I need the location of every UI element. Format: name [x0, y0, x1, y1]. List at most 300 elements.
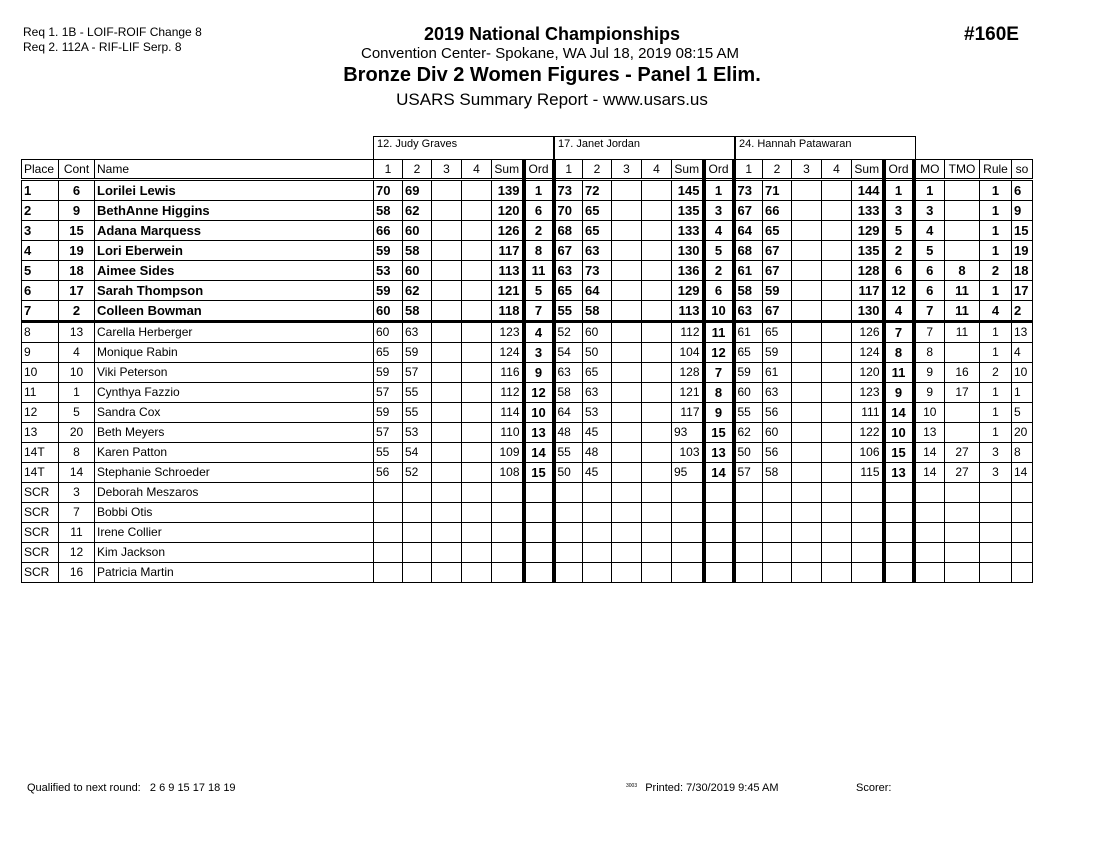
judge1-fig3-cell	[432, 563, 462, 583]
cont-cell: 7	[59, 503, 95, 523]
table-row	[22, 363, 1033, 383]
so-cell: 5	[1012, 403, 1033, 423]
judge3-fig1-cell: 63	[734, 301, 763, 322]
judge2-fig3-cell	[612, 343, 642, 363]
table-row	[22, 343, 1033, 363]
judge1-sum-cell: 123	[492, 322, 524, 343]
judge3-fig1-cell: 68	[734, 241, 763, 261]
judge3-fig2-cell: 60	[763, 423, 792, 443]
cont-cell: 3	[59, 483, 95, 503]
judge3-fig3-cell	[792, 343, 822, 363]
name-cell: BethAnne Higgins	[95, 201, 374, 221]
judge2-fig2-cell: 45	[583, 463, 612, 483]
judge2-fig1-cell: 55	[554, 443, 583, 463]
table-row	[22, 423, 1033, 443]
rule-cell: 1	[980, 221, 1012, 241]
judge1-fig3-cell	[432, 241, 462, 261]
judge2-ord-cell: 4	[704, 221, 734, 241]
judge3-ord-cell	[884, 563, 914, 583]
judge2-fig1-cell	[554, 503, 583, 523]
place-cell: 2	[22, 201, 59, 221]
judge2-fig1-cell: 68	[554, 221, 583, 241]
judge1-fig3-cell	[432, 201, 462, 221]
judge2-fig2-cell: 72	[583, 180, 612, 201]
judge2-fig4-cell	[642, 241, 672, 261]
judge3-fig3-cell	[792, 363, 822, 383]
judge3-fig2-cell: 71	[763, 180, 792, 201]
name-cell: Stephanie Schroeder	[95, 463, 374, 483]
mo-cell: 3	[914, 201, 945, 221]
judge3-fig3-cell	[792, 523, 822, 543]
judge1-fig2-cell	[403, 503, 432, 523]
judge2-sum-cell	[672, 483, 704, 503]
name-cell: Deborah Meszaros	[95, 483, 374, 503]
name-cell: Sarah Thompson	[95, 281, 374, 301]
cont-cell: 20	[59, 423, 95, 443]
judge1-sum-cell: 116	[492, 363, 524, 383]
col-cont: Cont	[59, 160, 95, 180]
judge2-sum-cell: 121	[672, 383, 704, 403]
tmo-cell	[945, 201, 980, 221]
judge3-fig3-cell	[792, 503, 822, 523]
judge1-fig4-cell	[462, 503, 492, 523]
so-cell	[1012, 523, 1033, 543]
judge1-fig2-cell: 55	[403, 403, 432, 423]
name-cell: Lori Eberwein	[95, 241, 374, 261]
cont-cell: 5	[59, 403, 95, 423]
name-cell: Kim Jackson	[95, 543, 374, 563]
judge3-fig1-cell: 67	[734, 201, 763, 221]
mo-cell: 14	[914, 463, 945, 483]
judge2-fig2-cell: 65	[583, 363, 612, 383]
judge1-sum-cell: 110	[492, 423, 524, 443]
judge3-fig3-cell	[792, 483, 822, 503]
judge2-ord-cell: 8	[704, 383, 734, 403]
judge1-fig2-cell: 55	[403, 383, 432, 403]
results-body	[22, 160, 1033, 583]
judge1-ord-cell	[524, 523, 554, 543]
judge3-fig3-cell	[792, 261, 822, 281]
tmo-cell	[945, 483, 980, 503]
judge3-ord-cell: 9	[884, 383, 914, 403]
judge1-fig1-cell: 57	[374, 383, 403, 403]
judge1-fig1-cell: 59	[374, 241, 403, 261]
judge2-sum-cell: 93	[672, 423, 704, 443]
judge1-ord-cell: 5	[524, 281, 554, 301]
table-row	[22, 301, 1033, 322]
col-j1-ord: Ord	[524, 160, 554, 180]
judge2-ord-cell: 1	[704, 180, 734, 201]
judge1-fig1-cell: 57	[374, 423, 403, 443]
judge1-fig4-cell	[462, 201, 492, 221]
judge2-fig3-cell	[612, 563, 642, 583]
judge3-ord-cell: 3	[884, 201, 914, 221]
cont-cell: 15	[59, 221, 95, 241]
judge1-fig3-cell	[432, 503, 462, 523]
judge2-fig3-cell	[612, 201, 642, 221]
judge2-fig2-cell: 65	[583, 201, 612, 221]
rule-cell	[980, 543, 1012, 563]
judge3-fig4-cell	[822, 221, 852, 241]
judge1-fig4-cell	[462, 463, 492, 483]
rule-cell: 1	[980, 343, 1012, 363]
rule-cell	[980, 483, 1012, 503]
judge3-fig1-cell	[734, 543, 763, 563]
table-row	[22, 201, 1033, 221]
so-cell: 18	[1012, 261, 1033, 281]
judge3-fig1-cell	[734, 503, 763, 523]
printed-timestamp: Printed: 7/30/2019 9:45 AM	[645, 782, 779, 794]
judge3-sum-cell	[852, 523, 884, 543]
cont-cell: 12	[59, 543, 95, 563]
judge3-fig4-cell	[822, 503, 852, 523]
judge2-fig3-cell	[612, 503, 642, 523]
event-number: #160E	[964, 24, 1019, 45]
col-j1-fig3: 3	[432, 160, 462, 180]
judge3-fig4-cell	[822, 363, 852, 383]
place-cell: 1	[22, 180, 59, 201]
judge1-fig4-cell	[462, 443, 492, 463]
judge2-sum-cell	[672, 523, 704, 543]
judge3-fig1-cell: 61	[734, 261, 763, 281]
judge2-fig3-cell	[612, 463, 642, 483]
judge3-fig4-cell	[822, 523, 852, 543]
judge3-fig2-cell: 67	[763, 241, 792, 261]
judge1-fig2-cell: 60	[403, 261, 432, 281]
judge3-ord-cell: 12	[884, 281, 914, 301]
judge3-fig3-cell	[792, 543, 822, 563]
place-cell: 11	[22, 383, 59, 403]
judge1-fig3-cell	[432, 343, 462, 363]
judge2-fig2-cell: 64	[583, 281, 612, 301]
judge3-fig2-cell: 67	[763, 301, 792, 322]
judge3-ord-cell: 2	[884, 241, 914, 261]
judge3-ord-cell: 1	[884, 180, 914, 201]
judge3-fig3-cell	[792, 443, 822, 463]
place-cell: 13	[22, 423, 59, 443]
name-cell: Carella Herberger	[95, 322, 374, 343]
judge2-fig4-cell	[642, 180, 672, 201]
mo-cell: 13	[914, 423, 945, 443]
judge2-sum-cell: 117	[672, 403, 704, 423]
judge2-fig4-cell	[642, 443, 672, 463]
judge2-fig1-cell: 64	[554, 403, 583, 423]
judge-header-1: 12. Judy Graves	[373, 136, 554, 159]
judge2-fig1-cell	[554, 543, 583, 563]
table-row	[22, 443, 1033, 463]
judge1-sum-cell: 108	[492, 463, 524, 483]
judge1-fig2-cell: 60	[403, 221, 432, 241]
judge3-fig4-cell	[822, 483, 852, 503]
judge1-fig4-cell	[462, 363, 492, 383]
judge2-sum-cell: 136	[672, 261, 704, 281]
judge1-sum-cell: 113	[492, 261, 524, 281]
judge3-ord-cell: 15	[884, 443, 914, 463]
judge2-sum-cell: 104	[672, 343, 704, 363]
judge3-fig2-cell: 56	[763, 443, 792, 463]
judge1-ord-cell: 1	[524, 180, 554, 201]
judge2-fig2-cell: 45	[583, 423, 612, 443]
judge1-fig1-cell: 55	[374, 443, 403, 463]
judge3-fig4-cell	[822, 180, 852, 201]
col-j3-fig4: 4	[822, 160, 852, 180]
judge2-fig4-cell	[642, 503, 672, 523]
table-row	[22, 241, 1033, 261]
judge-header-2: 17. Janet Jordan	[554, 136, 735, 159]
judge2-fig1-cell: 50	[554, 463, 583, 483]
judge3-fig2-cell: 63	[763, 383, 792, 403]
col-rule: Rule	[980, 160, 1012, 180]
tmo-cell	[945, 563, 980, 583]
mo-cell	[914, 563, 945, 583]
judge1-sum-cell	[492, 543, 524, 563]
judge3-fig2-cell	[763, 483, 792, 503]
judge1-fig1-cell	[374, 503, 403, 523]
mo-cell: 10	[914, 403, 945, 423]
mo-cell	[914, 503, 945, 523]
judge3-sum-cell: 120	[852, 363, 884, 383]
mo-cell: 9	[914, 363, 945, 383]
judge1-ord-cell: 14	[524, 443, 554, 463]
judge3-sum-cell: 144	[852, 180, 884, 201]
judge2-fig2-cell: 48	[583, 443, 612, 463]
table-row	[22, 281, 1033, 301]
judge1-fig3-cell	[432, 363, 462, 383]
table-row	[22, 523, 1033, 543]
judge2-fig2-cell: 63	[583, 383, 612, 403]
judge2-fig3-cell	[612, 403, 642, 423]
judge1-fig2-cell: 54	[403, 443, 432, 463]
judge2-fig1-cell: 73	[554, 180, 583, 201]
judge1-fig1-cell: 66	[374, 221, 403, 241]
rule-cell: 1	[980, 423, 1012, 443]
judge3-fig2-cell: 58	[763, 463, 792, 483]
col-j2-fig2: 2	[583, 160, 612, 180]
cont-cell: 18	[59, 261, 95, 281]
judge2-fig4-cell	[642, 363, 672, 383]
tmo-cell	[945, 523, 980, 543]
judge2-ord-cell: 14	[704, 463, 734, 483]
judge1-fig2-cell: 63	[403, 322, 432, 343]
name-cell: Sandra Cox	[95, 403, 374, 423]
judge1-fig2-cell	[403, 563, 432, 583]
rule-cell: 1	[980, 281, 1012, 301]
cont-cell: 14	[59, 463, 95, 483]
judge2-sum-cell	[672, 563, 704, 583]
mo-cell	[914, 543, 945, 563]
judge1-ord-cell: 8	[524, 241, 554, 261]
judge2-ord-cell: 11	[704, 322, 734, 343]
judge3-ord-cell: 7	[884, 322, 914, 343]
judge3-fig4-cell	[822, 201, 852, 221]
judge1-ord-cell: 3	[524, 343, 554, 363]
judge2-fig4-cell	[642, 563, 672, 583]
judge2-fig4-cell	[642, 322, 672, 343]
table-row	[22, 543, 1033, 563]
version-code: 3003	[626, 783, 638, 789]
judge1-fig1-cell: 53	[374, 261, 403, 281]
judge2-fig3-cell	[612, 523, 642, 543]
judge3-fig4-cell	[822, 543, 852, 563]
judge3-fig3-cell	[792, 403, 822, 423]
rule-cell: 1	[980, 322, 1012, 343]
place-cell: SCR	[22, 523, 59, 543]
judge2-fig2-cell: 63	[583, 241, 612, 261]
judge1-sum-cell	[492, 483, 524, 503]
tmo-cell: 11	[945, 281, 980, 301]
judge2-ord-cell: 7	[704, 363, 734, 383]
judge3-sum-cell: 124	[852, 343, 884, 363]
judge3-ord-cell: 6	[884, 261, 914, 281]
rule-cell: 1	[980, 180, 1012, 201]
judge3-fig4-cell	[822, 443, 852, 463]
judge2-ord-cell: 9	[704, 403, 734, 423]
table-row	[22, 261, 1033, 281]
judge3-fig1-cell: 57	[734, 463, 763, 483]
so-cell: 2	[1012, 301, 1033, 322]
judge3-fig1-cell: 59	[734, 363, 763, 383]
judge3-sum-cell	[852, 503, 884, 523]
judge2-fig1-cell	[554, 523, 583, 543]
judge1-fig1-cell	[374, 563, 403, 583]
judge1-sum-cell: 124	[492, 343, 524, 363]
judge1-fig3-cell	[432, 281, 462, 301]
table-row	[22, 221, 1033, 241]
judge3-fig2-cell: 59	[763, 343, 792, 363]
so-cell: 8	[1012, 443, 1033, 463]
judge3-sum-cell: 122	[852, 423, 884, 443]
judge2-fig3-cell	[612, 301, 642, 322]
judge2-fig3-cell	[612, 443, 642, 463]
judge3-fig2-cell	[763, 563, 792, 583]
cont-cell: 11	[59, 523, 95, 543]
judge1-fig4-cell	[462, 241, 492, 261]
mo-cell: 8	[914, 343, 945, 363]
judge2-fig1-cell: 70	[554, 201, 583, 221]
judge3-ord-cell: 8	[884, 343, 914, 363]
judge1-ord-cell: 15	[524, 463, 554, 483]
judge1-ord-cell	[524, 543, 554, 563]
qualified-summary	[27, 782, 236, 794]
col-j1-fig2: 2	[403, 160, 432, 180]
judge3-ord-cell: 11	[884, 363, 914, 383]
judge3-sum-cell: 123	[852, 383, 884, 403]
rule-cell	[980, 563, 1012, 583]
judge3-fig3-cell	[792, 241, 822, 261]
col-j3-fig1: 1	[734, 160, 763, 180]
col-j2-fig3: 3	[612, 160, 642, 180]
judge3-fig4-cell	[822, 301, 852, 322]
judge1-fig3-cell	[432, 403, 462, 423]
judge3-ord-cell: 10	[884, 423, 914, 443]
so-cell: 19	[1012, 241, 1033, 261]
judge1-fig3-cell	[432, 322, 462, 343]
judge1-sum-cell: 118	[492, 301, 524, 322]
judge2-ord-cell	[704, 543, 734, 563]
judge1-fig4-cell	[462, 322, 492, 343]
judge1-sum-cell: 121	[492, 281, 524, 301]
judge1-fig4-cell	[462, 180, 492, 201]
judge3-fig3-cell	[792, 563, 822, 583]
judge1-fig1-cell: 60	[374, 301, 403, 322]
table-row	[22, 463, 1033, 483]
judge1-fig1-cell: 58	[374, 201, 403, 221]
judge1-fig2-cell	[403, 483, 432, 503]
judge3-fig4-cell	[822, 322, 852, 343]
judge2-sum-cell: 129	[672, 281, 704, 301]
judge1-fig3-cell	[432, 463, 462, 483]
judge2-fig4-cell	[642, 543, 672, 563]
col-j3-fig2: 2	[763, 160, 792, 180]
mo-cell: 1	[914, 180, 945, 201]
judge1-sum-cell: 120	[492, 201, 524, 221]
judge2-ord-cell: 10	[704, 301, 734, 322]
judge2-fig3-cell	[612, 423, 642, 443]
judge2-fig3-cell	[612, 281, 642, 301]
printed-info	[626, 782, 779, 794]
table-row	[22, 483, 1033, 503]
judge3-fig2-cell	[763, 503, 792, 523]
cont-cell: 8	[59, 443, 95, 463]
judge1-fig2-cell: 57	[403, 363, 432, 383]
name-cell: Bobbi Otis	[95, 503, 374, 523]
name-cell: Karen Patton	[95, 443, 374, 463]
judge1-fig4-cell	[462, 483, 492, 503]
judge2-fig2-cell	[583, 543, 612, 563]
event-title: Bronze Div 2 Women Figures - Panel 1 Elim.	[343, 64, 761, 86]
judge2-fig1-cell: 67	[554, 241, 583, 261]
judge2-fig4-cell	[642, 403, 672, 423]
place-cell: 12	[22, 403, 59, 423]
place-cell: 14T	[22, 463, 59, 483]
judge3-fig2-cell: 66	[763, 201, 792, 221]
judge1-fig2-cell: 53	[403, 423, 432, 443]
mo-cell: 7	[914, 301, 945, 322]
judge1-fig3-cell	[432, 383, 462, 403]
tmo-cell: 17	[945, 383, 980, 403]
judge3-fig1-cell: 64	[734, 221, 763, 241]
place-cell: 7	[22, 301, 59, 322]
judge3-fig2-cell	[763, 523, 792, 543]
tmo-cell: 27	[945, 463, 980, 483]
cont-cell: 13	[59, 322, 95, 343]
judge3-fig4-cell	[822, 281, 852, 301]
place-cell: 6	[22, 281, 59, 301]
judge1-fig4-cell	[462, 281, 492, 301]
judge1-sum-cell: 109	[492, 443, 524, 463]
judge3-fig4-cell	[822, 241, 852, 261]
judge2-sum-cell: 128	[672, 363, 704, 383]
so-cell: 13	[1012, 322, 1033, 343]
requirement-2: Req 2. 112A - RIF-LIF Serp. 8	[23, 40, 182, 54]
judge3-fig1-cell: 50	[734, 443, 763, 463]
judge2-fig3-cell	[612, 221, 642, 241]
tmo-cell	[945, 423, 980, 443]
judge2-fig1-cell	[554, 483, 583, 503]
rule-cell: 2	[980, 363, 1012, 383]
cont-cell: 6	[59, 180, 95, 201]
table-row	[22, 563, 1033, 583]
judge1-ord-cell: 9	[524, 363, 554, 383]
judge3-fig2-cell: 67	[763, 261, 792, 281]
judge3-sum-cell: 133	[852, 201, 884, 221]
judge2-fig4-cell	[642, 221, 672, 241]
judge2-sum-cell: 130	[672, 241, 704, 261]
col-j2-fig1: 1	[554, 160, 583, 180]
so-cell: 17	[1012, 281, 1033, 301]
cont-cell: 9	[59, 201, 95, 221]
judge3-fig4-cell	[822, 403, 852, 423]
